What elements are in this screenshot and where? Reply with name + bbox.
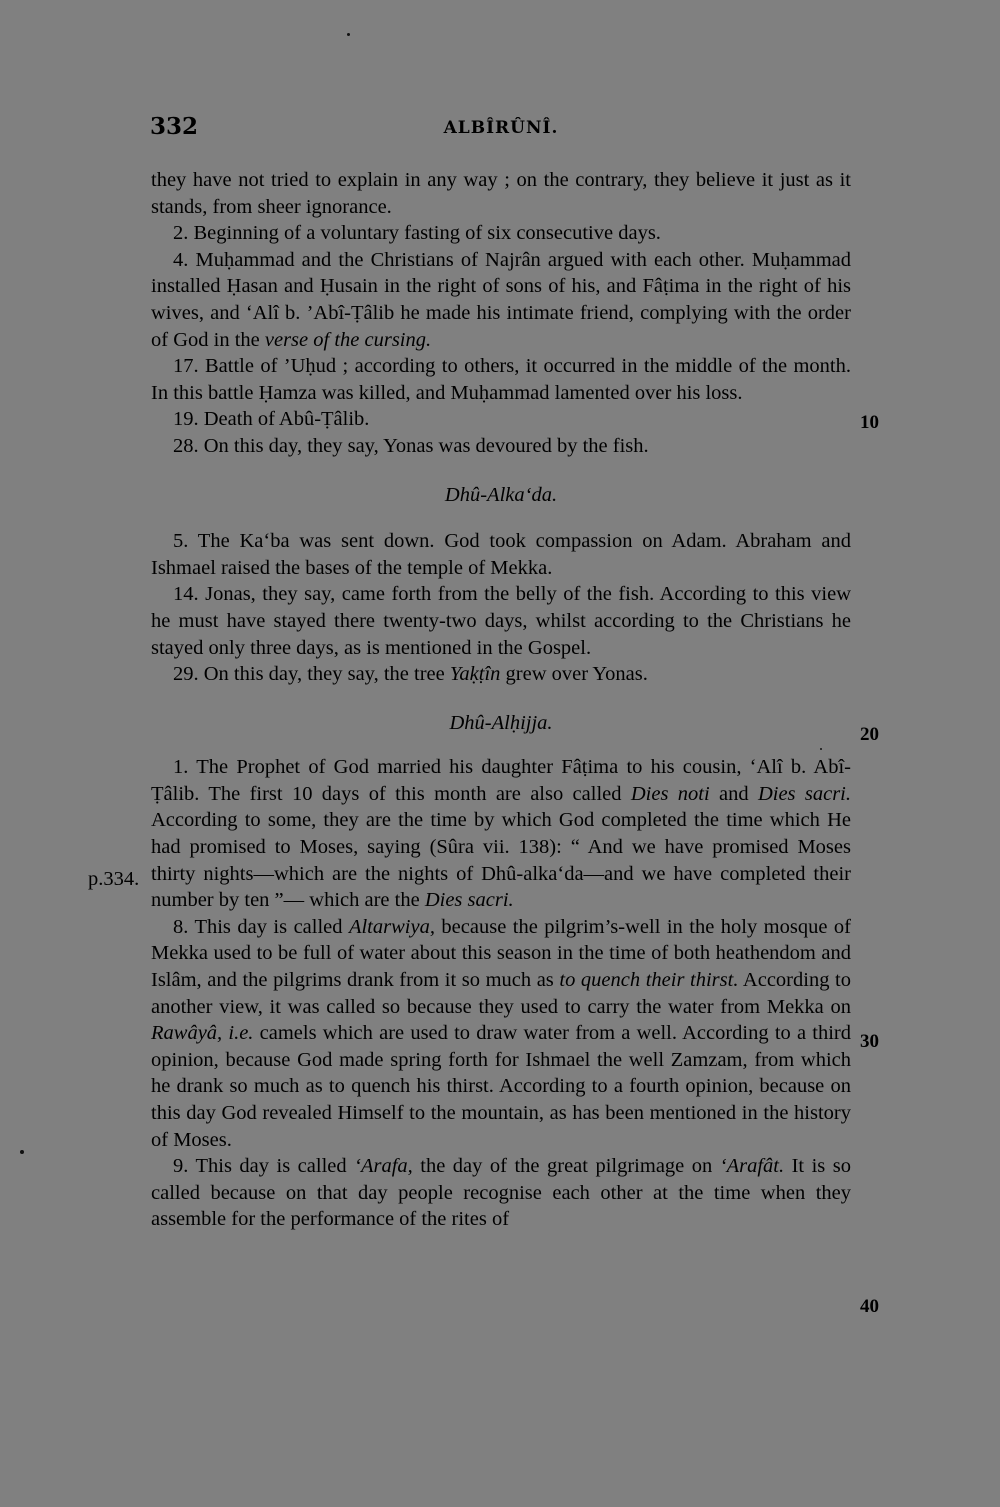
scan-speck [20, 1150, 24, 1154]
text-run: 29. On this day, they say, the tree [173, 663, 450, 686]
text-run: 4. Muḥammad and the Christians of Najrân argued with each other. Muḥammad installed Ḥasan and Ḥusain in the right of sons of his, and Fâṭima in the right of his wives, and ‘Alî b. ’Abî-Ṭâlib he made his intimate friend, complying with the order of God in the [151, 248, 851, 351]
paragraph [151, 914, 851, 1153]
paragraph: 19. Death of Abû-Ṭâlib. [173, 408, 370, 431]
text-run: grew over Yonas. [500, 663, 648, 686]
paragraph: 2. Beginning of a voluntary fasting of six consecutive days. [173, 222, 661, 245]
italic-text: Altarwiya, [348, 915, 435, 938]
italic-text: Dies sacri. [424, 889, 514, 912]
text-run: 1. The Prophet of God married his daughter Fâṭima to his cousin, ‘Alî b. Abî-Ṭâlib. The first 10 days of this month are also called [151, 756, 851, 805]
italic-text: verse of the cursing. [264, 328, 432, 351]
text-run: According to some, they are the time by which God completed the time which He had promised to Moses, saying (Sûra vii. 138): “ And we have promised Moses thirty nights—which are the nights of Dhû-alka‘da—and we have completed their number by ten ”— which are the [151, 809, 851, 912]
italic-text: Yaḳṭîn [449, 663, 501, 686]
page-number: 332 [150, 113, 199, 140]
paragraph: 28. On this day, they say, Yonas was devoured by the fish. [173, 434, 649, 457]
section-heading: Dhû-Alka‘da. [444, 483, 558, 506]
italic-text: Dies sacri. [757, 782, 851, 805]
paragraph [151, 754, 851, 914]
body-text [151, 167, 851, 1233]
paragraph: 5. The Ka‘ba was sent down. God took compassion on Adam. Abraham and Ishmael raised the bases of the temple of Mekka. [151, 530, 851, 579]
paragraph [151, 1153, 851, 1233]
text-run: 9. This day is called [173, 1155, 355, 1178]
text-run: According to another view, it was called so because they used to carry the water from Mekka on [151, 969, 852, 1018]
page-header [150, 113, 852, 145]
italic-text: to quench their thirst. [559, 969, 739, 992]
running-head: ALBÎRÛNÎ. [443, 118, 559, 138]
paragraph [151, 661, 851, 688]
italic-text: Dies noti [630, 782, 710, 805]
section-heading: Dhû-Alḥijja. [449, 711, 553, 734]
line-number-10: 10 [860, 412, 879, 433]
paragraph [151, 247, 851, 353]
text-run: the day of the great pilgrimage on [412, 1155, 720, 1178]
italic-text: ‘Arafât. [719, 1155, 785, 1178]
text-run: 8. This day is called [173, 915, 349, 938]
paragraph: they have not tried to explain in any way ; on the contrary, they believe it just as it stands, from sheer ignorance. [151, 169, 851, 218]
text-run: It is so called because on that day people recognise each other at the time when they assemble for the performance of the rites of [151, 1155, 851, 1231]
line-number-30: 30 [860, 1031, 879, 1052]
scan-speck [347, 33, 350, 36]
line-number-40: 40 [860, 1296, 879, 1317]
paragraph: 17. Battle of ’Uḥud ; according to others, it occurred in the middle of the month. In this battle Ḥamza was killed, and Muḥammad lamented over his loss. [151, 355, 851, 404]
margin-page-reference: p.334. [88, 868, 140, 890]
text-run: because the pilgrim’s-well in the holy mosque of Mekka used to be full of water about this season in the time of both heathendom and Islâm, and the pilgrims drank from it so much as [151, 915, 851, 992]
line-number-20: 20 [860, 724, 879, 745]
italic-text: Rawâyâ, i.e. [151, 1022, 254, 1045]
text-run: and [709, 782, 758, 805]
italic-text: ‘Arafa, [354, 1155, 413, 1178]
paragraph: 14. Jonas, they say, came forth from the belly of the fish. According to this view he must have stayed there twenty-two days, whilst according to the Christians he stayed only three days, as is mentioned in the Gospel. [151, 583, 851, 659]
text-run: camels which are used to draw water from a well. According to a third opinion, because God made spring forth for Ishmael the well Zamzam, from which he drank so much as to quench his thirst. According to a fourth opinion, because on this day God revealed Himself to the mountain, as has been mentioned in the history of Moses. [151, 1022, 852, 1151]
